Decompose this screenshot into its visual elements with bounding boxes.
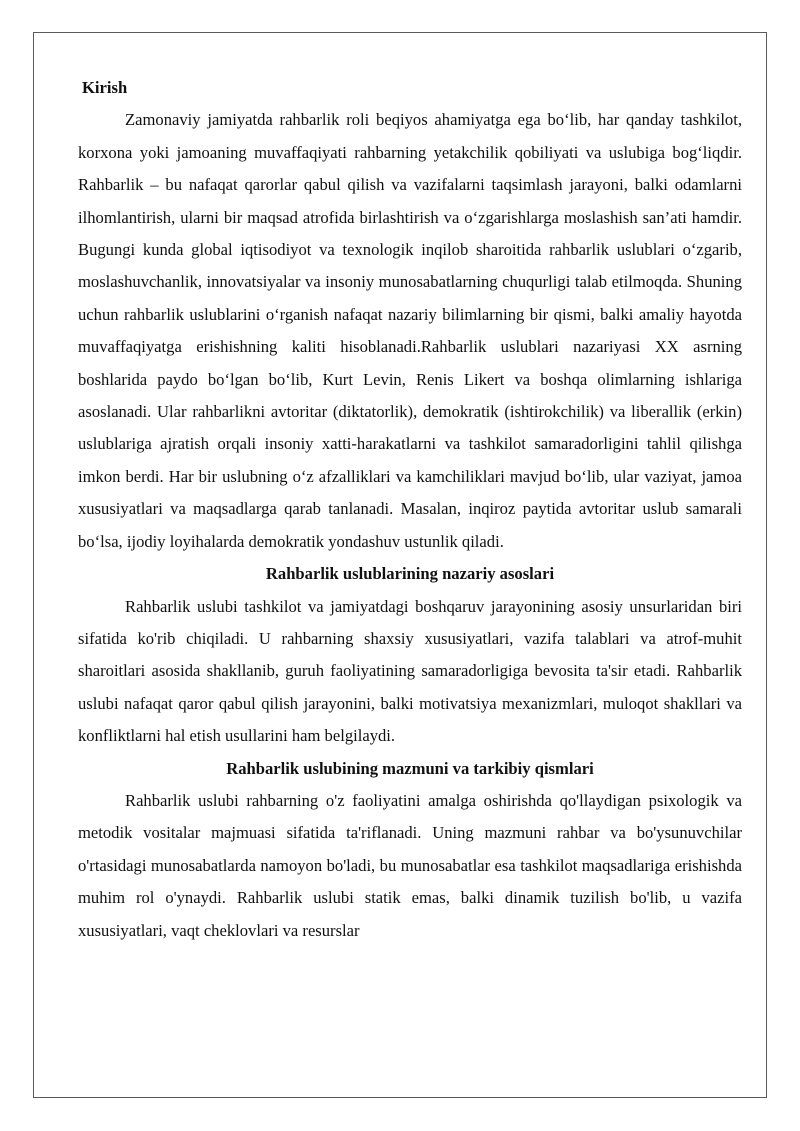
paragraph-mazmun: Rahbarlik uslubi rahbarning o'z faoliyatini amalga oshirishda qo'llaydigan psixologik va metodik vositalar majmuasi sifatida ta'riflanadi. Uning mazmuni rahbar va bo'ysunuvchilar o'rtasidagi munosabatlarda namoyon bo'ladi, bu munosabatlar esa tashkilot maqsadlariga erishishda muhim rol o'ynaydi. Rahbarlik uslubi statik emas, balki dinamik tuzilish bo'lib, u vazifa xususiyatlari, vaqt cheklovlari va resurslar — [78, 790, 742, 940]
section-heading-nazariy-asoslar: Rahbarlik uslublarining nazariy asoslari — [265, 564, 555, 584]
document-body — [78, 72, 742, 947]
section-heading-kirish: Kirish — [82, 78, 128, 97]
paragraph-nazariy-asoslar: Rahbarlik uslubi tashkilot va jamiyatdagi boshqaruv jarayonining asosiy unsurlaridan biri sifatida ko'rib chiqiladi. U rahbarning shaxsiy xususiyatlari, vazifa talablari va atrof-muhit sharoitlari asosida shakllanib, guruh faoliyatining samaradorligiga bevosita ta'sir etadi. Rahbarlik uslubi nafaqat qaror qabul qilish jarayonini, balki motivatsiya mexanizmlari, muloqot shakllari va konfliktlarni hal etish usullarini ham belgilaydi. — [78, 596, 742, 746]
paragraph-kirish: Zamonaviy jamiyatda rahbarlik roli beqiyos ahamiyatga ega bo‘lib, har qanday tashkilot, korxona yoki jamoaning muvaffaqiyati rahbarning yetakchilik qobiliyati va uslubiga bog‘liqdir. Rahbarlik – bu nafaqat qarorlar qabul qilish va vazifalarni taqsimlash jarayoni, balki odamlarni ilhomlantirish, ularni bir maqsad atrofida birlashtirish va o‘zgarishlarga moslashish san’ati hamdir. Bugungi kunda global iqtisodiyot va texnologik inqilob sharoitida rahbarlik uslublari o‘zgarib, moslashuvchanlik, innovatsiyalar va insoniy munosabatlarning chuqurligi talab etilmoqda. Shuning uchun rahbarlik uslublarini o‘rganish nafaqat nazariy bilimlarning bir qismi, balki amaliy hayotda muvaffaqiyatga erishishning kaliti hisoblanadi.Rahbarlik uslublari nazariyasi XX asrning boshlarida paydo bo‘lgan bo‘lib, Kurt Levin, Renis Likert va boshqa olimlarning ishlariga asoslanadi. Ular rahbarlikni avtoritar (diktatorlik), demokratik (ishtirokchilik) va liberallik (erkin) uslublariga ajratish orqali insoniy xatti-harakatlarni va tashkilot samaradorligini tahlil qilishga imkon berdi. Har bir uslubning o‘z afzalliklari va kamchiliklari mavjud bo‘lib, ular vaziyat, jamoa xususiyatlari va maqsadlarga qarab tanlanadi. Masalan, inqiroz paytida avtoritar uslub samarali bo‘lsa, ijodiy loyihalarda demokratik yondashuv ustunlik qiladi. — [78, 110, 742, 551]
section-heading-mazmun: Rahbarlik uslubining mazmuni va tarkibiy qismlari — [226, 758, 594, 778]
